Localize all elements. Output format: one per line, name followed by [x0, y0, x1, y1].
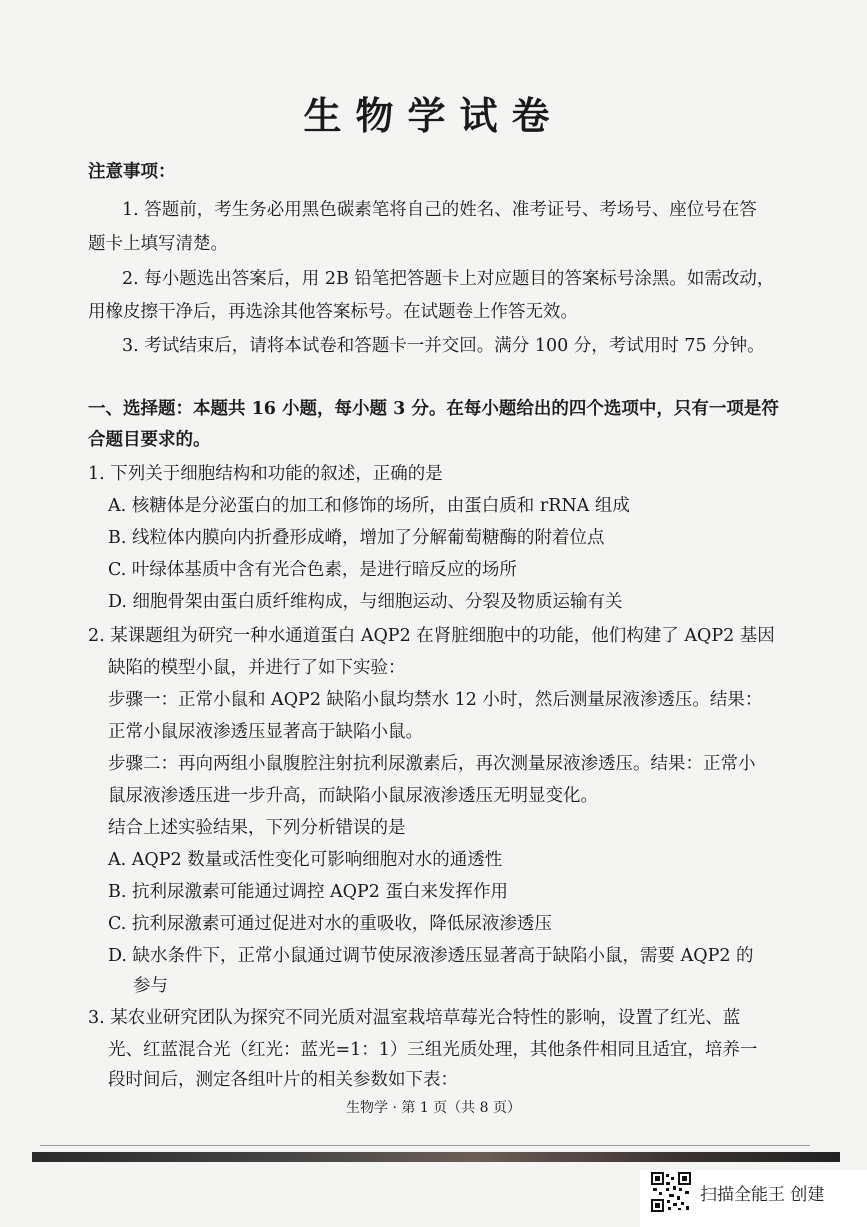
- question-stem: 光、红蓝混合光（红光：蓝光=1：1）三组光质处理，其他条件相同且适宜，培养一: [108, 1040, 758, 1060]
- question-text: 结合上述实验结果，下列分析错误的是: [108, 818, 406, 838]
- option-a: A. 核糖体是分泌蛋白的加工和修饰的场所，由蛋白质和 rRNA 组成: [108, 496, 630, 516]
- option-d-continued: 参与: [133, 976, 168, 996]
- scan-edge-band: [32, 1152, 840, 1162]
- notice-line: 3. 考试结束后，请将本试卷和答题卡一并交回。满分 100 分，考试用时 75 分钟。: [122, 336, 765, 356]
- qr-code-icon: [651, 1172, 691, 1212]
- question-text: 步骤一：正常小鼠和 AQP2 缺陷小鼠均禁水 12 小时，然后测量尿液渗透压。结果：: [108, 690, 763, 710]
- question-stem: 缺陷的模型小鼠，并进行了如下实验：: [108, 658, 406, 678]
- notice-heading: 注意事项：: [88, 162, 176, 182]
- question-stem: 段时间后，测定各组叶片的相关参数如下表：: [108, 1070, 458, 1090]
- option-b: B. 线粒体内膜向内折叠形成嵴，增加了分解葡萄糖酶的附着位点: [108, 528, 605, 548]
- notice-line: 2. 每小题选出答案后，用 2B 铅笔把答题卡上对应题目的答案标号涂黑。如需改动，: [122, 269, 775, 289]
- watermark-text: 扫描全能王 创建: [700, 1185, 825, 1205]
- notice-line: 题卡上填写清楚。: [88, 234, 228, 254]
- page-title: 生物学试卷: [303, 93, 564, 138]
- option-c: C. 抗利尿激素可通过促进对水的重吸收，降低尿液渗透压: [108, 914, 552, 934]
- question-stem: 3. 某农业研究团队为探究不同光质对温室栽培草莓光合特性的影响，设置了红光、蓝: [88, 1008, 741, 1028]
- question-stem: 2. 某课题组为研究一种水通道蛋白 AQP2 在肾脏细胞中的功能，他们构建了 AQP2 基因: [88, 626, 775, 646]
- question-text: 鼠尿液渗透压进一步升高，而缺陷小鼠尿液渗透压无明显变化。: [108, 786, 598, 806]
- option-a: A. AQP2 数量或活性变化可影响细胞对水的通透性: [108, 850, 503, 870]
- option-d: D. 细胞骨架由蛋白质纤维构成，与细胞运动、分裂及物质运输有关: [108, 592, 623, 612]
- section-heading: 合题目要求的。: [88, 430, 211, 450]
- section-heading: 一、选择题：本题共 16 小题，每小题 3 分。在每小题给出的四个选项中，只有一项是符: [88, 399, 779, 419]
- notice-line: 用橡皮擦干净后，再选涂其他答案标号。在试题卷上作答无效。: [88, 302, 578, 322]
- option-c: C. 叶绿体基质中含有光合色素，是进行暗反应的场所: [108, 560, 517, 580]
- option-b: B. 抗利尿激素可能通过调控 AQP2 蛋白来发挥作用: [108, 882, 509, 902]
- question-stem: 1. 下列关于细胞结构和功能的叙述，正确的是: [88, 464, 443, 484]
- scan-edge-line: [40, 1145, 810, 1146]
- question-text: 正常小鼠尿液渗透压显著高于缺陷小鼠。: [108, 722, 423, 742]
- page-footer: 生物学 · 第 1 页（共 8 页）: [346, 1100, 521, 1116]
- option-d: D. 缺水条件下，正常小鼠通过调节使尿液渗透压显著高于缺陷小鼠，需要 AQP2 的: [108, 946, 754, 966]
- question-text: 步骤二：再向两组小鼠腹腔注射抗利尿激素后，再次测量尿液渗透压。结果：正常小: [108, 754, 756, 774]
- notice-line: 1. 答题前，考生务必用黑色碳素笔将自己的姓名、准考证号、考场号、座位号在答: [122, 200, 757, 220]
